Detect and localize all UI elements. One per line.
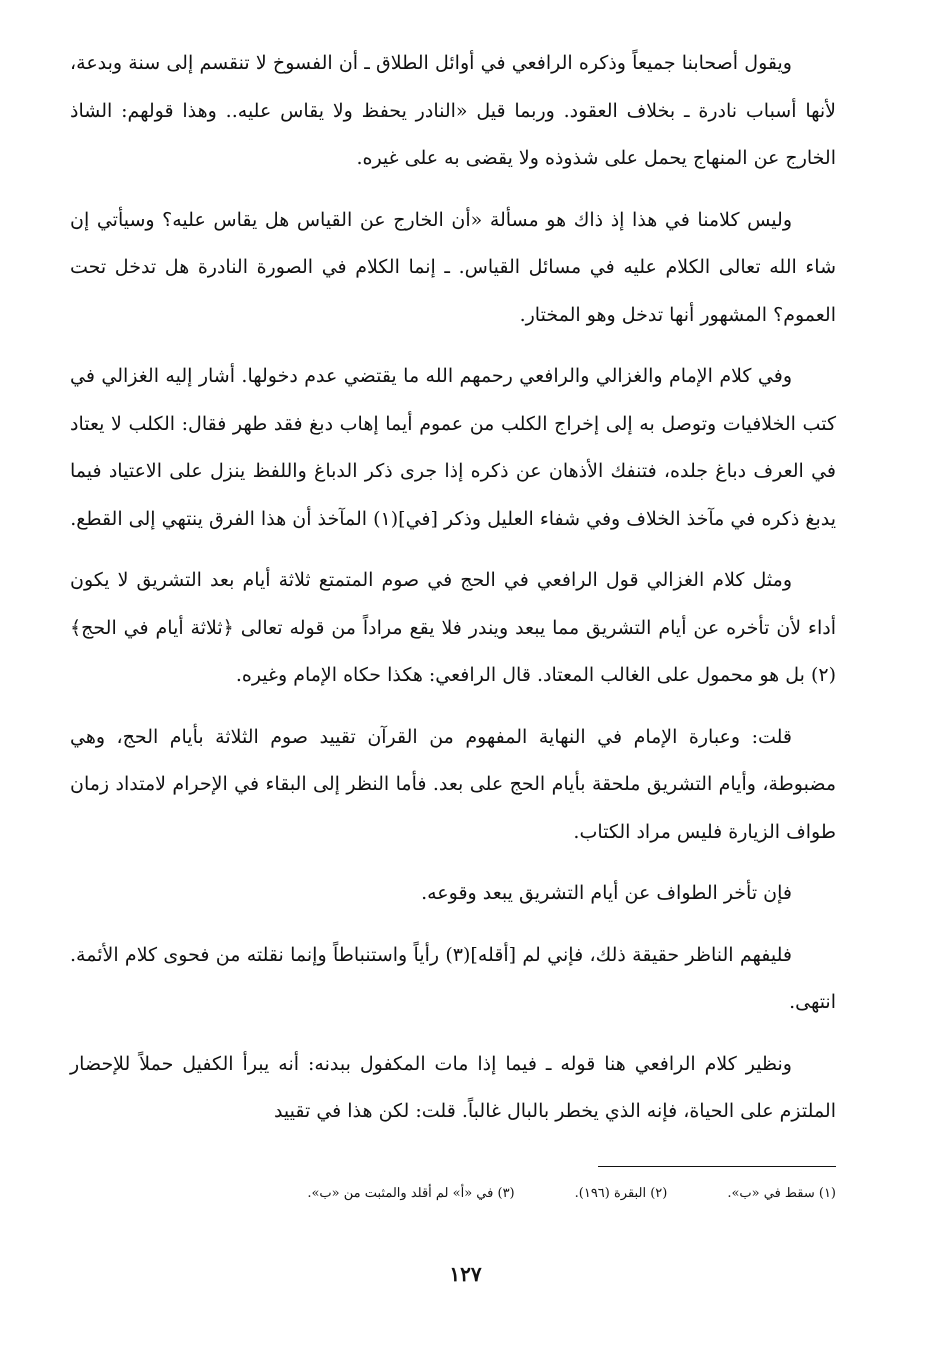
paragraph-7: فليفهم الناظر حقيقة ذلك، فإني لم [أقله](٣) رأياً واستنباطاً وإنما نقلته من فحوى كلام الأئمة. انتهى.	[70, 943, 836, 1013]
paragraph-4: ومثل كلام الغزالي قول الرافعي في الحج في صوم المتمتع ثلاثة أيام بعد التشريق لا يكون أداء لأن تأخره عن أيام التشريق مما يبعد ويندر فلا يقع مراداً من قوله تعالى ﴿ثلاثة أيام في الحج﴾(٢) بل هو محمول على الغالب المعتاد. قال الرافعي: هكذا حكاه الإمام وغيره.	[70, 569, 836, 686]
page-number: ١٢٧	[449, 1262, 482, 1286]
footnote-divider	[598, 1166, 836, 1167]
footnote-3: (٣) في «أ» لم أقلد والمثبت من «ب».	[307, 1186, 515, 1201]
paragraph-1: ويقول أصحابنا جميعاً وذكره الرافعي في أوائل الطلاق ـ أن الفسوخ لا تنقسم إلى سنة وبدعة، لأنها أسباب نادرة ـ بخلاف العقود. وربما قيل «النادر يحفظ ولا يقاس عليه.. وهذا قولهم: الشاذ الخارج عن المنهاج يحمل على شذوذه ولا يقضى به على غيره.	[70, 52, 836, 169]
paragraph-8: ونظير كلام الرافعي هنا قوله ـ فيما إذا مات المكفول ببدنه: أنه يبرأ الكفيل حملاً للإحضار الملتزم على الحياة، فإنه الذي يخطر بالبال غالباً. قلت: لكن هذا في تقييد	[70, 1052, 836, 1122]
footnote-2: (٢) البقرة (١٩٦).	[574, 1186, 668, 1201]
paragraph-6: فإن تأخر الطواف عن أيام التشريق يبعد وقوعه.	[421, 882, 792, 904]
paragraph-5: قلت: وعبارة الإمام في النهاية المفهوم من القرآن تقييد صوم الثلاثة بأيام الحج، وهي مضبوطة، وأيام التشريق ملحقة بأيام الحج على بعد. فأما النظر إلى البقاء في الإحرام لامتداد زمان طواف الزيارة فليس مراد الكتاب.	[70, 725, 836, 843]
footnotes	[118, 1186, 836, 1201]
paragraph-3: وفي كلام الإمام والغزالي والرافعي رحمهم الله ما يقتضي عدم دخولها. أشار إليه الغزالي في كتب الخلافيات وتوصل به إلى إخراج الكلب من عموم أيما إهاب دبغ فقد طهر فقال: الكلب لا يعتاد في العرف دباغ جلده، فتنفك الأذهان عن ذكره إذا جرى ذكر الدباغ واللفظ ينزل على الاعتياد فيما يدبغ ذكره في مآخذ الخلاف وفي شفاء العليل وذكر [في](١) المآخذ أن هذا الفرق ينتهي إلى القطع.	[70, 365, 836, 530]
footnote-1: (١) سقط في «ب».	[727, 1186, 836, 1201]
body-text	[70, 40, 836, 1150]
paragraph-2: وليس كلامنا في هذا إذ ذاك هو مسألة «أن الخارج عن القياس هل يقاس عليه؟ وسيأتي إن شاء الله تعالى الكلام عليه في مسائل القياس. ـ إنما الكلام في الصورة النادرة هل تدخل تحت العموم؟ المشهور أنها تدخل وهو المختار.	[70, 208, 836, 326]
